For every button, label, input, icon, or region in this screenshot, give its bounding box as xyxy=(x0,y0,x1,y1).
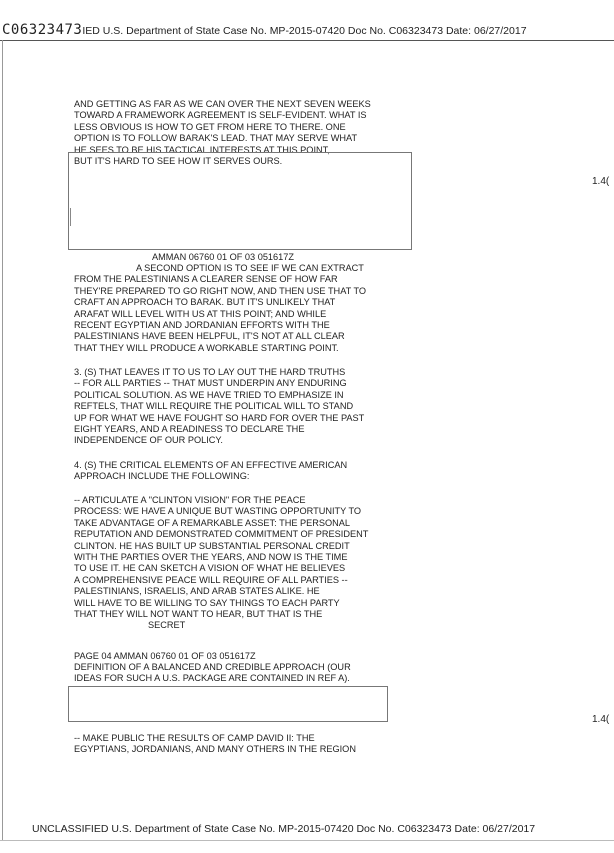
header-rule xyxy=(0,40,614,41)
header-text: IED U.S. Department of State Case No. MP-2015-07420 Doc No. C06323473 Date: 06/27/2017 xyxy=(82,25,527,37)
footer-rule xyxy=(0,840,614,841)
document-id: C06323473 xyxy=(2,22,83,38)
text-line: -- ARTICULATE A "CLINTON VISION" FOR THE PEACE xyxy=(74,495,306,505)
paragraph-4 xyxy=(74,460,347,483)
text-line: DEFINITION OF A BALANCED AND CREDIBLE APPROACH (OUR xyxy=(74,662,351,672)
text-line: PROCESS: WE HAVE A UNIQUE BUT WASTING OPPORTUNITY TO xyxy=(74,506,362,517)
left-margin-rule xyxy=(2,40,3,840)
text-line: CRAFT AN APPROACH TO BARAK. BUT IT'S UNLIKELY THAT xyxy=(74,297,336,308)
text-line: UP FOR WHAT WE HAVE FOUGHT SO HARD FOR OVER THE PAST xyxy=(74,412,365,423)
text-line: A COMPREHENSIVE PEACE WILL REQUIRE OF ALL PARTIES -- xyxy=(74,574,348,585)
text-line: -- FOR ALL PARTIES -- THAT MUST UNDERPIN ANY ENDURING xyxy=(74,378,347,389)
page-header xyxy=(2,22,527,38)
text-line: EIGHT YEARS, AND A READINESS TO DECLARE THE xyxy=(74,424,305,435)
text-line: WILL HAVE TO BE WILLING TO SAY THINGS TO EACH PARTY xyxy=(74,597,340,608)
text-line: APPROACH INCLUDE THE FOLLOWING: xyxy=(74,471,250,482)
text-line: TAKE ADVANTAGE OF A REMARKABLE ASSET: THE PERSONAL xyxy=(74,517,351,528)
text-line: THAT THEY WILL PRODUCE A WORKABLE STARTING POINT. xyxy=(74,342,339,353)
text-line: TO USE IT. HE CAN SKETCH A VISION OF WHAT HE BELIEVES xyxy=(74,563,346,574)
text-line: 3. (S) THAT LEAVES IT TO US TO LAY OUT THE HARD TRUTHS xyxy=(74,367,346,377)
exemption-code: 1.4( xyxy=(592,176,610,187)
text-line: FROM THE PALESTINIANS A CLEARER SENSE OF HOW FAR xyxy=(74,274,338,285)
text-line: BUT IT'S HARD TO SEE HOW IT SERVES OURS. xyxy=(74,156,283,167)
text-line: PALESTINIANS, ISRAELIS, AND ARAB STATES ALIKE. HE xyxy=(74,586,320,597)
paragraph-5 xyxy=(74,495,368,632)
paragraph-3 xyxy=(74,367,364,447)
paragraph-7 xyxy=(74,733,356,756)
text-line: THEY'RE PREPARED TO GO RIGHT NOW, AND THEN USE THAT TO xyxy=(74,285,367,296)
paragraph-6 xyxy=(74,662,351,685)
text-line: AND GETTING AS FAR AS WE CAN OVER THE NEXT SEVEN WEEKS xyxy=(74,99,371,109)
text-line: RECENT EGYPTIAN AND JORDANIAN EFFORTS WITH THE xyxy=(74,320,330,331)
exemption-code: 1.4( xyxy=(592,714,610,725)
page-footer: UNCLASSIFIED U.S. Department of State Case No. MP-2015-07420 Doc No. C06323473 Date: 06/27/2017 xyxy=(32,823,536,835)
text-line: THAT THEY WILL NOT WANT TO HEAR, BUT THAT IS THE xyxy=(74,609,323,620)
text-line: IDEAS FOR SUCH A U.S. PACKAGE ARE CONTAINED IN REF A). xyxy=(74,673,350,684)
text-line: PALESTINIANS HAVE BEEN HELPFUL, IT'S NOT AT ALL CLEAR xyxy=(74,331,345,342)
text-line: LESS OBVIOUS IS HOW TO GET FROM HERE TO THERE. ONE xyxy=(74,121,346,132)
redaction-box xyxy=(68,686,388,722)
redaction-mark xyxy=(70,208,71,226)
text-line: -- MAKE PUBLIC THE RESULTS OF CAMP DAVID II: THE xyxy=(74,733,315,743)
text-line: ARAFAT WILL LEVEL WITH US AT THIS POINT; AND WHILE xyxy=(74,308,327,319)
text-line: EGYPTIANS, JORDANIANS, AND MANY OTHERS IN THE REGION xyxy=(74,744,356,755)
text-line: HE SEES TO BE HIS TACTICAL INTERESTS AT THIS POINT, xyxy=(74,144,330,155)
paragraph-2 xyxy=(74,263,366,354)
text-line: WITH THE PARTIES OVER THE YEARS, AND NOW IS THE TIME xyxy=(74,552,348,563)
classification-marking: SECRET xyxy=(148,620,186,631)
text-line: INDEPENDENCE OF OUR POLICY. xyxy=(74,435,223,446)
text-line: OPTION IS TO FOLLOW BARAK'S LEAD. THAT MAY SERVE WHAT xyxy=(74,133,358,144)
text-line: POLITICAL SOLUTION. AS WE HAVE TRIED TO EMPHASIZE IN xyxy=(74,389,344,400)
text-line: REFTELS, THAT WILL REQUIRE THE POLITICAL WILL TO STAND xyxy=(74,401,354,412)
text-line: 4. (S) THE CRITICAL ELEMENTS OF AN EFFECTIVE AMERICAN xyxy=(74,460,348,470)
text-line: A SECOND OPTION IS TO SEE IF WE CAN EXTRACT xyxy=(136,263,364,273)
page-reference: AMMAN 06760 01 OF 03 051617Z xyxy=(152,252,294,262)
text-line: REPUTATION AND DEMONSTRATED COMMITMENT OF PRESIDENT xyxy=(74,529,369,540)
page-reference: PAGE 04 AMMAN 06760 01 OF 03 051617Z xyxy=(74,651,256,661)
text-line: CLINTON. HE HAS BUILT UP SUBSTANTIAL PERSONAL CREDIT xyxy=(74,540,350,551)
text-line: TOWARD A FRAMEWORK AGREEMENT IS SELF-EVIDENT. WHAT IS xyxy=(74,110,367,121)
redaction-box xyxy=(68,152,412,250)
